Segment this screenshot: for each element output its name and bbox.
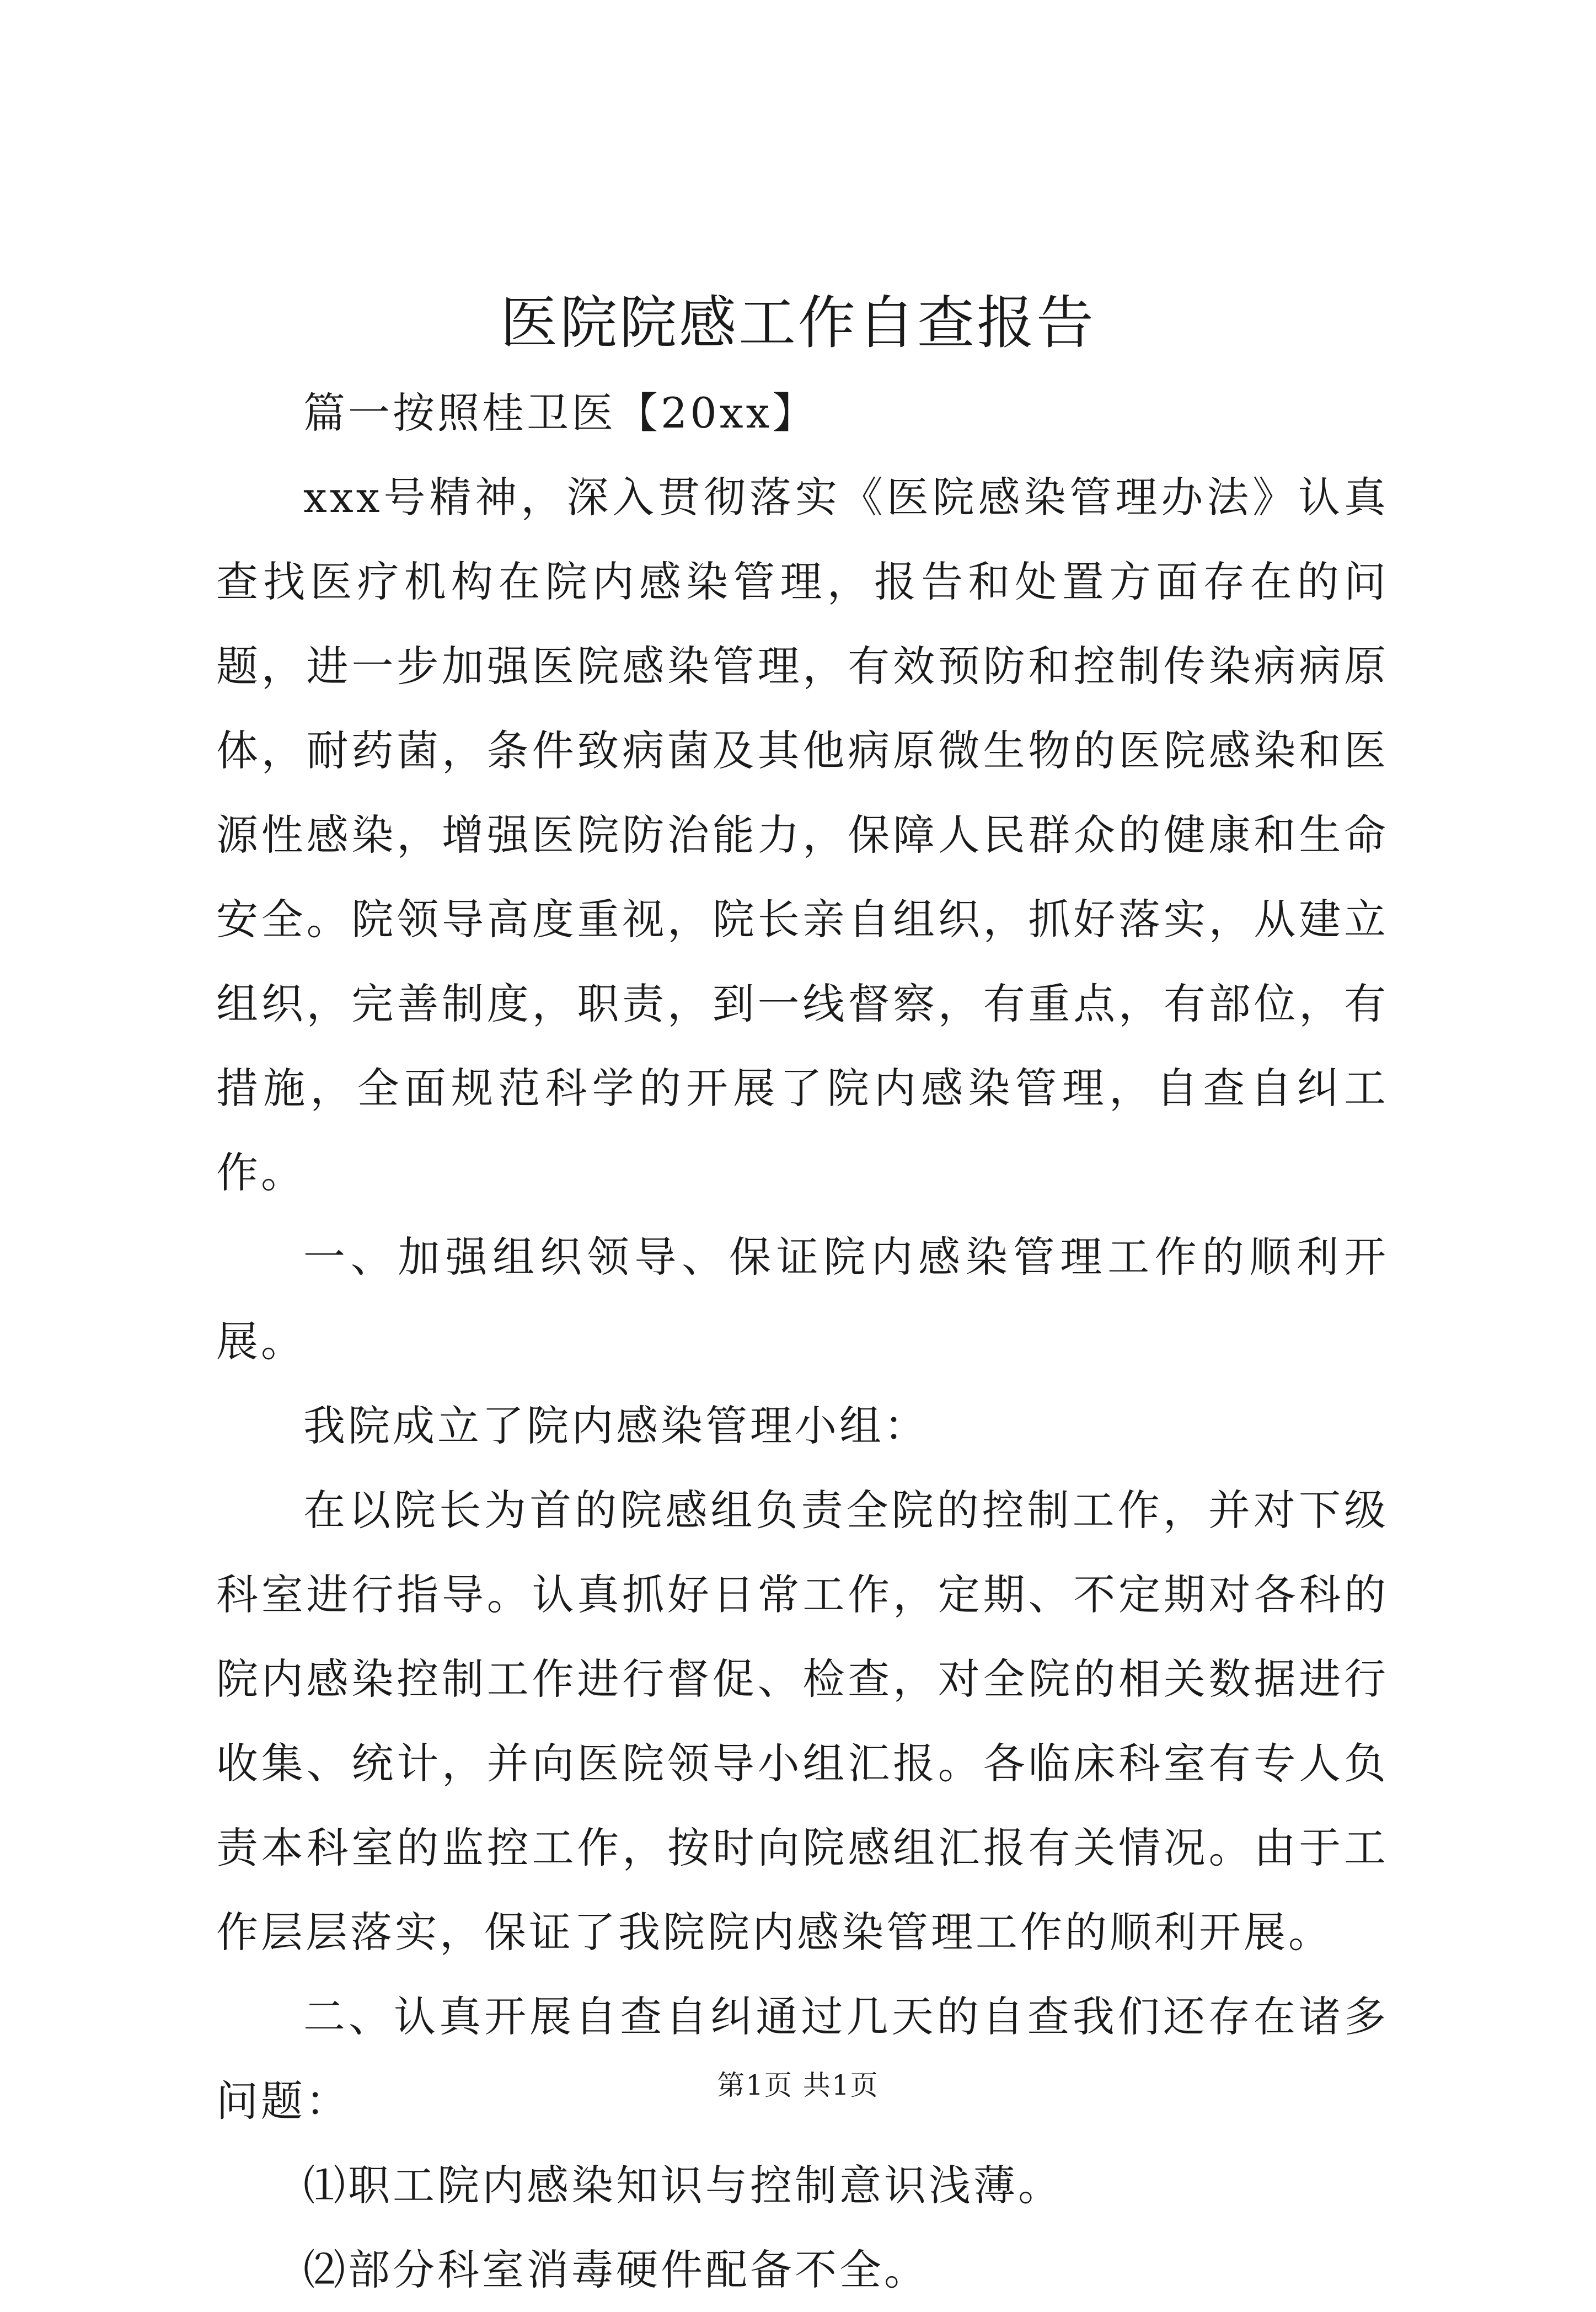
paragraph-group-duties: 在以院长为首的院感组负责全院的控制工作，并对下级科室进行指导。认真抓好日常工作，定期、不定期对各科的院内感染控制工作进行督促、检查，对全院的相关数据进行收集、统计，并向医院领导小组汇报。各临床科室有专人负责本科室的监控工作，按时向院感组汇报有关情况。由于工作层层落实，保证了我院院内感染管理工作的顺利开展。: [216, 1486, 1389, 1957]
paragraph-overview: xxx号精神，深入贯彻落实《医院感染管理办法》认真查找医疗机构在院内感染管理，报告和处置方面存在的问题，进一步加强医院感染管理，有效预防和控制传染病病原体，耐药菌，条件致病菌及其他病原微生物的医院感染和医源性感染，增强医院防治能力，保障人民群众的健康和生命安全。院领导高度重视，院长亲自组织，抓好落实，从建立组织，完善制度，职责，到一线督察，有重点，有部位，有措施，全面规范科学的开展了院内感染管理，自查自纠工作。: [216, 473, 1389, 1197]
section-heading-2: 二、认真开展自查自纠通过几天的自查我们还存在诸多问题：: [216, 1992, 1389, 2126]
list-item: ⑵部分科室消毒硬件配备不全。: [303, 2245, 929, 2294]
document-title: 医院院感工作自查报告: [500, 289, 1096, 356]
list-item: ⑴职工院内感染知识与控制意识浅薄。: [303, 2161, 1063, 2210]
document-body: [216, 371, 1389, 2312]
paragraph-group: 我院成立了院内感染管理小组：: [303, 1401, 929, 1450]
paragraph-intro: 篇一按照桂卫医【20xx】: [303, 388, 817, 437]
section-heading-1: 一、加强组织领导、保证院内感染管理工作的顺利开展。: [216, 1232, 1389, 1366]
page-footer: 第1页 共1页: [717, 2069, 879, 2101]
